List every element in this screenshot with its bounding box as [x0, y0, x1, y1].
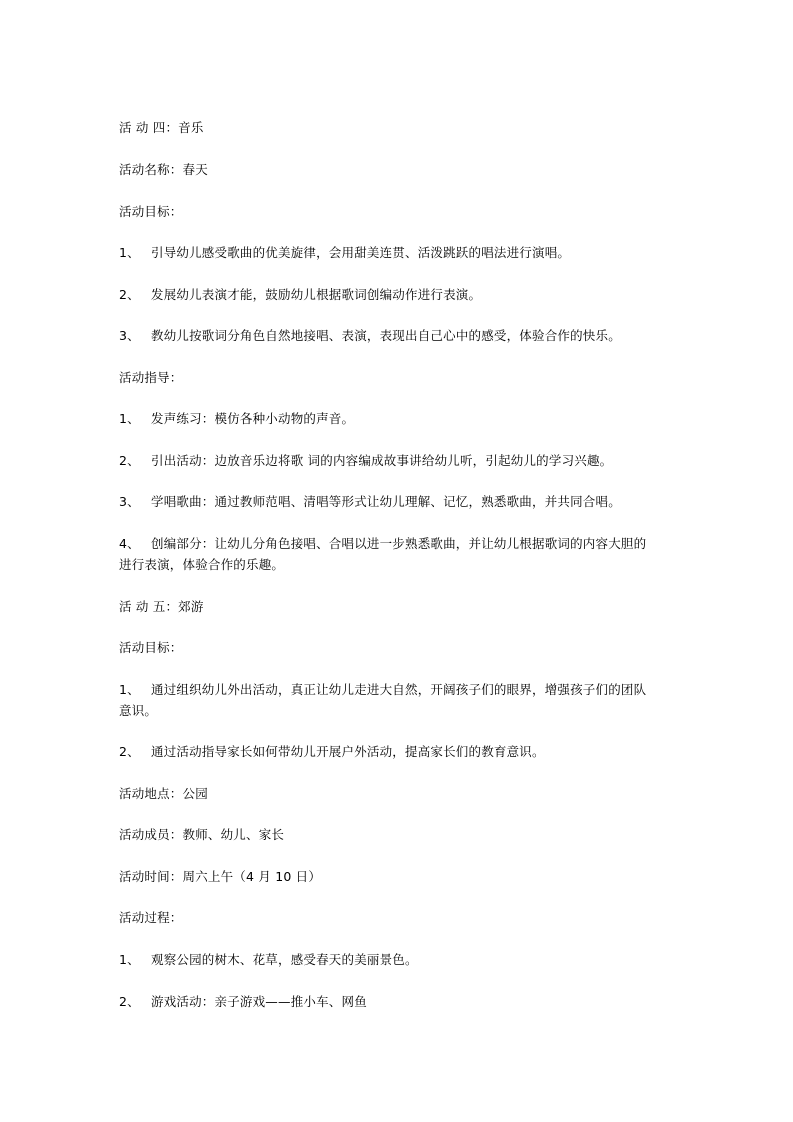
- list-item: [119, 679, 679, 700]
- activity5-heading: 活 动 五：郊游: [119, 599, 204, 614]
- list-number: 4、: [119, 536, 140, 551]
- list-text: 游戏活动：亲子游戏——推小车、网鱼: [151, 994, 367, 1009]
- list-number: 2、: [119, 453, 140, 468]
- list-text: 引出活动：边放音乐边将歌 词的内容编成故事讲给幼儿听，引起幼儿的学习兴趣。: [151, 453, 613, 468]
- list-item: [119, 242, 679, 263]
- list-text: 通过组织幼儿外出活动，真正让幼儿走进大自然，开阔孩子们的眼界，增强孩子们的团队: [151, 682, 647, 697]
- list-number: 3、: [119, 494, 140, 509]
- list-text: 教幼儿按歌词分角色自然地接唱、表演，表现出自己心中的感受，体验合作的快乐。: [151, 328, 621, 343]
- activity4-heading: 活 动 四：音乐: [119, 120, 204, 135]
- list-item: [119, 949, 679, 970]
- list-text: 观察公园的树木、花草，感受春天的美丽景色。: [151, 952, 418, 967]
- list-number: 1、: [119, 682, 140, 697]
- list-number: 1、: [119, 245, 140, 260]
- list-item: [119, 533, 679, 554]
- activity4-guide-label: 活动指导：: [119, 370, 183, 385]
- list-item: [119, 408, 679, 429]
- activity5-members: 活动成员：教师、幼儿、家长: [119, 827, 285, 842]
- list-text: 通过活动指导家长如何带幼儿开展户外活动，提高家长们的教育意识。: [151, 744, 545, 759]
- list-item: [119, 491, 679, 512]
- activity5-time: 活动时间：周六上午（4 月 10 日）: [119, 869, 322, 884]
- activity5-goals-label: 活动目标：: [119, 640, 183, 655]
- list-text: 发声练习：模仿各种小动物的声音。: [151, 411, 355, 426]
- list-text: 引导幼儿感受歌曲的优美旋律，会用甜美连贯、活泼跳跃的唱法进行演唱。: [151, 245, 571, 260]
- list-number: 1、: [119, 952, 140, 967]
- list-item: [119, 450, 679, 471]
- list-text: 发展幼儿表演才能，鼓励幼儿根据歌词创编动作进行表演。: [151, 287, 482, 302]
- list-item-continuation: 意识。: [119, 703, 158, 718]
- list-number: 2、: [119, 744, 140, 759]
- list-number: 3、: [119, 328, 140, 343]
- list-number: 2、: [119, 287, 140, 302]
- list-item: [119, 284, 679, 305]
- list-item: [119, 325, 679, 346]
- list-item: [119, 991, 679, 1012]
- activity4-goals-label: 活动目标：: [119, 204, 183, 219]
- list-text: 创编部分：让幼儿分角色接唱、合唱以进一步熟悉歌曲，并让幼儿根据歌词的内容大胆的: [151, 536, 647, 551]
- list-number: 1、: [119, 411, 140, 426]
- activity5-process-label: 活动过程：: [119, 910, 183, 925]
- list-item: [119, 741, 679, 762]
- list-number: 2、: [119, 994, 140, 1009]
- activity4-name: 活动名称：春天: [119, 162, 208, 177]
- activity5-place: 活动地点：公园: [119, 786, 208, 801]
- list-text: 学唱歌曲：通过教师范唱、清唱等形式让幼儿理解、记忆，熟悉歌曲，并共同合唱。: [151, 494, 621, 509]
- list-item-continuation: 进行表演，体验合作的乐趣。: [119, 557, 285, 572]
